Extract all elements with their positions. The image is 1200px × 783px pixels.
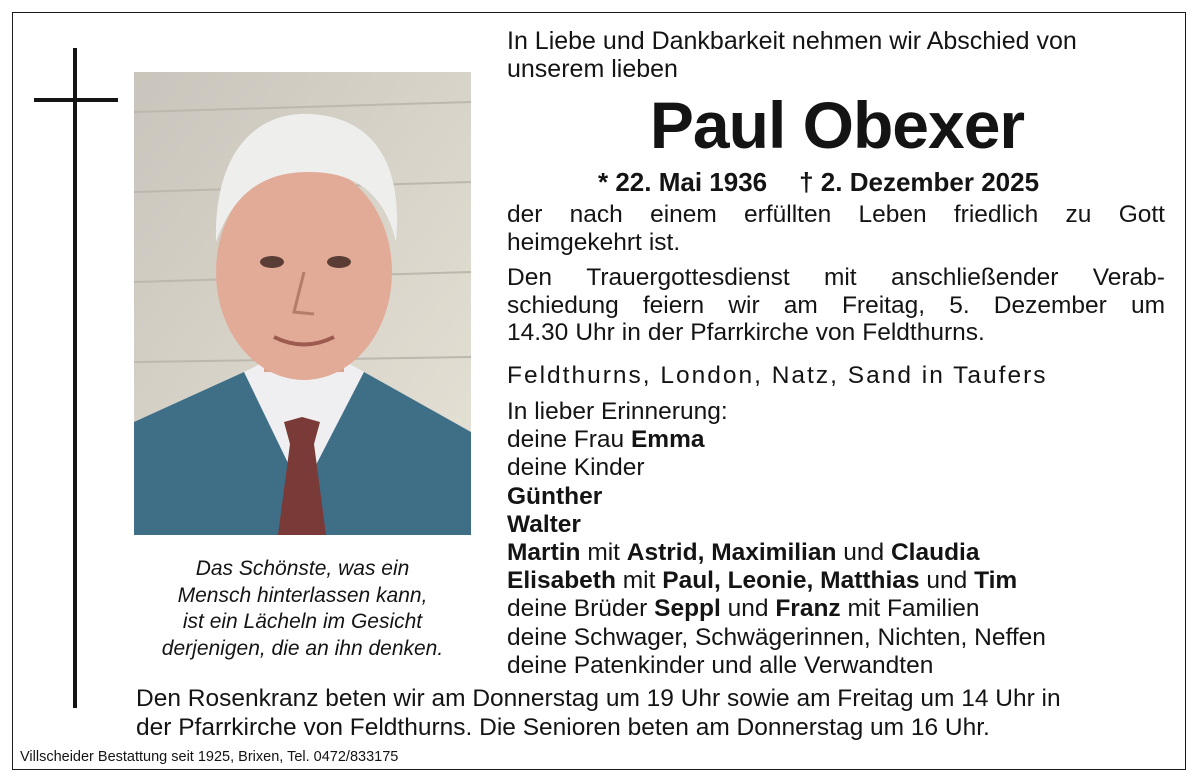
cross-icon-bar <box>34 98 118 102</box>
brother-name: Seppl <box>654 595 721 623</box>
child-name: Elisabeth <box>507 567 616 595</box>
intro-line: unserem lieben <box>507 55 678 83</box>
death-date: † 2. Dezember 2025 <box>799 167 1040 197</box>
wife-line <box>507 426 1046 454</box>
service-text <box>507 264 1165 347</box>
child-name: Martin <box>507 539 581 567</box>
children-label: deine Kinder <box>507 454 645 482</box>
text: mit Familien <box>847 595 980 623</box>
word: der <box>507 201 543 228</box>
quote-line: derjenigen, die an ihn denken. <box>161 636 444 660</box>
quote-line: Mensch hinterlassen kann, <box>177 583 428 607</box>
rosary-line: der Pfarrkirche von Feldthurns. Die Senioren beten am Donnerstag um 16 Uhr. <box>136 714 990 741</box>
text-line <box>507 264 1165 292</box>
child-name: Günther <box>507 482 603 510</box>
child-line <box>507 539 1046 567</box>
word: Leben <box>858 201 927 228</box>
text: mit <box>622 567 656 595</box>
word: 5. <box>949 291 970 319</box>
in-laws-line: deine Schwager, Schwägerinnen, Nichten, Neffen <box>507 623 1046 651</box>
places-line: Feldthurns, London, Natz, Sand in Taufers <box>507 362 1048 389</box>
word: von <box>815 319 856 346</box>
word: feiern <box>642 291 705 319</box>
godchildren-line: deine Patenkinder und alle Verwandten <box>507 651 934 679</box>
word: der <box>647 319 684 346</box>
text-line <box>507 292 1165 320</box>
memorial-quote <box>134 556 471 662</box>
word: Trauergottesdienst <box>586 264 790 291</box>
word: Feldthurns. <box>862 319 985 346</box>
child-line <box>507 511 1046 539</box>
rosary-text <box>136 684 1061 742</box>
family-names: Claudia <box>890 539 980 567</box>
word: erfüllten <box>744 201 832 228</box>
word: Pfarrkirche <box>690 319 809 346</box>
word: nach <box>569 201 623 228</box>
rosary-line: Den Rosenkranz beten wir am Donnerstag um 19 Uhr sowie am Freitag um 14 Uhr in <box>136 685 1061 712</box>
funeral-home-credit: Villscheider Bestattung seit 1925, Brixen, Tel. 0472/833175 <box>20 749 399 765</box>
child-line <box>507 567 1046 595</box>
word: friedlich <box>953 201 1039 228</box>
deceased-name: Paul Obexer <box>649 88 1025 162</box>
text-line <box>507 201 1165 229</box>
remembrance-line: In lieber Erinnerung: <box>507 398 728 425</box>
wife-name: Emma <box>630 426 705 454</box>
word: Gott <box>1118 201 1165 228</box>
text: und <box>926 567 968 595</box>
quote-line: Das Schönste, was ein <box>195 557 410 580</box>
word: heimgekehrt <box>507 228 642 256</box>
family-names: Tim <box>974 567 1018 595</box>
child-name: Walter <box>507 510 581 538</box>
intro-text <box>507 27 1077 83</box>
family-names: Paul, Leonie, Matthias <box>662 567 920 595</box>
word: zu <box>1065 201 1092 228</box>
word: einem <box>650 201 717 228</box>
text: deine Brüder <box>507 595 648 623</box>
word: wir <box>728 291 760 319</box>
word: mit <box>823 264 857 291</box>
text: und <box>727 595 769 623</box>
word: Uhr <box>575 319 615 346</box>
text: mit <box>587 539 620 567</box>
brother-name: Franz <box>775 595 841 623</box>
word: am <box>783 291 818 319</box>
word: Dezember <box>993 291 1107 319</box>
portrait-photo <box>134 72 471 535</box>
life-dates <box>598 166 1039 198</box>
word: schiedung <box>507 291 619 319</box>
text-line <box>507 229 1165 257</box>
word: Verab- <box>1092 264 1165 291</box>
text: deine Frau <box>507 426 625 454</box>
text-line <box>507 319 1165 347</box>
word: Freitag, <box>841 291 926 319</box>
word: in <box>621 319 641 346</box>
word: ist. <box>648 228 681 256</box>
family-list <box>507 398 1046 680</box>
intro-line: In Liebe und Dankbarkeit nehmen wir Abschied von <box>507 27 1077 55</box>
returned-home-text <box>507 201 1165 256</box>
word: um <box>1130 291 1165 319</box>
word: Den <box>507 264 552 291</box>
quote-line: ist ein Lächeln im Gesicht <box>182 610 423 633</box>
birth-date: * 22. Mai 1936 <box>598 167 768 197</box>
cross-icon <box>73 48 77 708</box>
word: 14.30 <box>507 319 569 346</box>
family-names: Astrid, Maximilian <box>626 539 837 567</box>
brothers-line <box>507 595 1046 623</box>
child-line <box>507 483 1046 511</box>
word: anschließender <box>890 264 1059 291</box>
text: und <box>843 539 885 567</box>
